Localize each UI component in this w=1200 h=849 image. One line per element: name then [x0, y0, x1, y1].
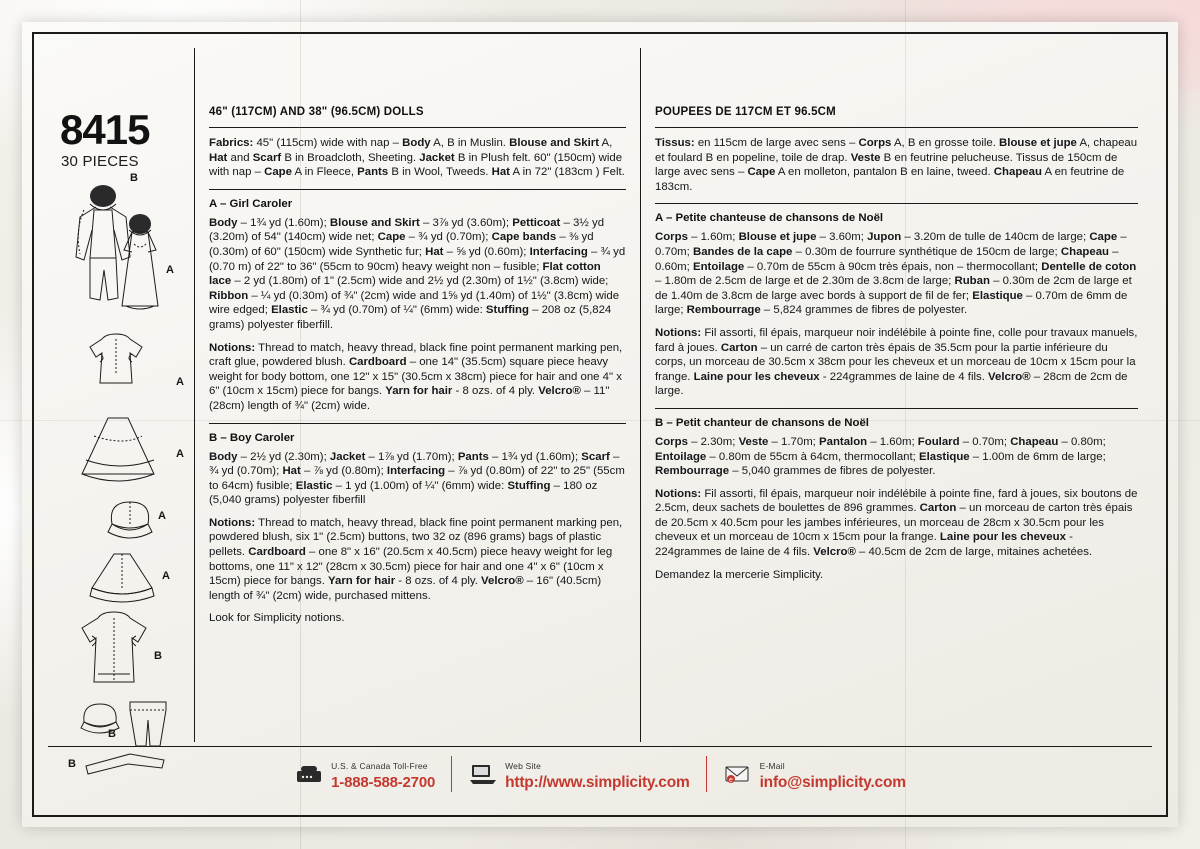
illustration-jacket-b	[82, 612, 146, 682]
footer-email-link[interactable]: info@simplicity.com	[759, 774, 906, 791]
svg-text:e: e	[728, 777, 733, 784]
french-closing: Demandez la mercerie Simplicity.	[655, 568, 824, 581]
french-section-a-body: Corps – 1.60m; Blouse et jupe – 3.60m; Jupon – 3.20m de tulle de 140cm de large; Cape – 0.70m; Bandes de la cape – 0.30m de fourrure synthétique de 150cm de large; Chapeau – 0.60m; Entoilage – 0.70m de 55cm à 90cm très épais, non – thermocollant; Dentelle de coton – 1.80m de 2.5cm de large et de 2.30m de 3.8cm de large; Ruban – 0.30m de 2cm de large et de 1.40m de 3.8cm de large avec bords à support de fil de fer; Elastique – 0.70m de 6mm de large; Rembourrage – 5,824 grammes de fibres de polyester.	[655, 231, 1137, 317]
illus-label-6: B	[154, 649, 162, 662]
footer-phone-label: U.S. & Canada Toll-Free	[331, 760, 428, 771]
footer-email	[706, 756, 922, 793]
english-section-b-title: B – Boy Caroler	[209, 431, 295, 444]
garment-illustrations	[58, 171, 190, 780]
divider-fr-3	[655, 408, 1138, 409]
divider-fr-1	[655, 127, 1138, 128]
french-notions-b: Notions: Fil assorti, fil épais, marqueur noir indélébile à pointe fine, fard à joues, six boutons de 2.5cm, deux sachets de boulettes de 896 grammes. Carton – un morceau de carton très épais de 20.5cm x 40.5cm pour les jambes inférieures, un morceau de 28cm x 30.5cm pour les cheveux et un morceau de 10cm x 15cm pour la frange. Laine pour les cheveux - 224grammes de laine de 4 fils. Velcro® – 40.5cm de 2cm de large, mitaines achetées.	[655, 487, 1138, 559]
illustration-pants-b	[130, 702, 166, 746]
english-closing: Look for Simplicity notions.	[209, 612, 345, 625]
english-section-b-body: Body – 2½ yd (2.30m); Jacket – 1⅞ yd (1.70m); Pants – 1¾ yd (1.60m); Scarf – ¾ yd (0.70m); Hat – ⅞ yd (0.80m); Interfacing – ⅞ yd (0.80m) of 22" to 25" (55cm to 64cm) fusible; Elastic – 1 yd (1.00m) of ¼" (6mm) wide: Stuffing – 180 oz (5,040 grams) polyester fiberfill	[209, 450, 625, 507]
footer-website	[451, 756, 705, 793]
footer-email-label: E-Mail	[759, 760, 785, 771]
french-column	[640, 48, 1152, 742]
divider-en-3	[209, 423, 626, 424]
french-header: POUPEES DE 117CM ET 96.5CM	[655, 106, 836, 118]
pattern-envelope-back	[22, 22, 1178, 827]
illustration-body-b	[76, 185, 130, 300]
piece-count: 30 PIECES	[61, 152, 139, 170]
illustration-hat-a	[108, 502, 152, 538]
french-fabrics: Tissus: en 115cm de large avec sens – Corps A, B en grosse toile. Blouse et jupe A, chapeau et foulard B en popeline, toile de drap. Veste B en feutrine pelucheuse. Tissus de 150cm de large avec sens – Cape A en molleton, pantalon B en laine, tweed. Chapeau A en feutrine de 183cm.	[655, 137, 1138, 193]
french-section-b-title: B – Petit chanteur de chansons de Noël	[655, 416, 869, 429]
illus-label-8: B	[68, 757, 76, 770]
content-frame	[32, 32, 1168, 817]
english-fabrics: Fabrics: 45" (115cm) wide with nap – Body A, B in Muslin. Blouse and Skirt A, Hat and Scarf B in Broadcloth, Sheeting. Jacket B in Plush felt. 60" (150cm) wide with nap – Cape A in Fleece, Pants B in Wool, Tweeds. Hat A in 72" (183cm ) Felt.	[209, 137, 625, 179]
illustration-skirt-a	[82, 418, 154, 481]
french-section-b-body: Corps – 2.30m; Veste – 1.70m; Pantalon – 1.60m; Foulard – 0.70m; Chapeau – 0.80m; Entoilage – 0.80m de 55cm à 64cm, thermocollant; Elastique – 1.00m de 6mm de large; Rembourrage – 5,040 grammes de fibres de polyester.	[655, 435, 1106, 478]
footer-website-link[interactable]: http://www.simplicity.com	[505, 774, 690, 791]
pattern-number: 8415	[60, 106, 150, 153]
illustration-blouse-a	[90, 334, 142, 383]
illustration-cape-a	[90, 554, 154, 602]
illus-label-4: A	[158, 509, 166, 522]
footer-phone-value: 1-888-588-2700	[331, 774, 436, 791]
english-notions-a: Notions: Thread to match, heavy thread, black fine point permanent marking pen, craft glue, powdered blush. Cardboard – one 14" (35.5cm) square piece heavy weight for body bottom, one 12" x 15" (30.5cm x 38cm) piece for hair and one 4" x 6" (10cm x 15cm) piece for bangs. Yarn for hair - 8 ozs. of 4 ply. Velcro® – 11" (28cm) length of ¾" (2cm) wide.	[209, 341, 623, 412]
english-column	[194, 48, 640, 742]
divider-en-2	[209, 189, 626, 190]
envelope-icon	[723, 762, 753, 786]
illus-label-7: B	[108, 727, 116, 740]
english-notions-b: Notions: Thread to match, heavy thread, black fine point permanent marking pen, powdered blush, six 1" (2.5cm) buttons, two 32 oz (896 grams) bags of plastic pellets. Cardboard – one 8" x 16" (20.5cm x 40.5cm) piece heavy weight for leg bottoms, one 11" x 12" (28cm x 30.5cm) piece for hair and one 4" x 6" (10cm x 15cm) piece for bangs. Yarn for hair - 8 ozs. of 4 ply. Velcro® – 16" (40.5cm) length of ¾" (2cm) wide, purchased mittens.	[209, 516, 623, 602]
footer-phone	[278, 756, 451, 793]
illus-label-5: A	[162, 569, 170, 582]
french-section-a-title: A – Petite chanteuse de chansons de Noël	[655, 212, 884, 225]
french-notions-a: Notions: Fil assorti, fil épais, marqueur noir indélébile à pointe fine, colle pour travaux manuels, fard à joues. Carton – un carré de carton très épais de 35.5cm pour la partie inférieure du corps, un morceau de 30.5cm x 38cm pour les cheveux et un morceau de 10cm x 15cm pour la frange. Laine pour les cheveux - 224grammes de laine de 4 fils. Velcro® – 28cm de 2cm de large.	[655, 326, 1138, 398]
footer-website-label: Web Site	[505, 760, 542, 771]
illus-label-0: B	[130, 171, 138, 184]
english-section-a-title: A – Girl Caroler	[209, 197, 293, 210]
contact-footer	[48, 746, 1152, 801]
illus-label-3: A	[176, 447, 184, 460]
illus-label-2: A	[176, 375, 184, 388]
illus-label-1: A	[166, 263, 174, 276]
divider-en-1	[209, 127, 626, 128]
english-section-a-body: Body – 1¾ yd (1.60m); Blouse and Skirt – 3⅞ yd (3.60m); Petticoat – 3½ yd (3.20m) of 54" (140cm) wide net; Cape – ¾ yd (0.70m); Cape bands – ⅜ yd (0.30m) of 60" (150cm) wide Synthetic fur; Hat – ⅝ yd (0.60m); Interfacing – ¾ yd (0.70 m) of 22" to 36" (55cm to 90cm) heavy weight non – fusible; Flat cotton lace – 2 yd (1.80m) of 1" (2.5cm) wide and 2½ yd (2.30m) of 1½" (3.8cm) wide; Ribbon – ¼ yd (0.30m) of ¾" (2cm) wide and 1⅝ yd (1.40m) of 1½" (3.8cm) wide wire edged; Elastic – ¾ yd (0.70m) of ¼" (6mm) wide: Stuffing – 208 oz (5,824 grams) polyester fiberfill.	[209, 216, 626, 331]
english-header: 46" (117CM) AND 38" (96.5CM) DOLLS	[209, 106, 424, 118]
pattern-identity-column	[48, 48, 194, 770]
computer-icon	[468, 762, 498, 786]
telephone-icon	[294, 762, 324, 786]
illustration-scarf-b	[86, 754, 164, 774]
divider-fr-2	[655, 203, 1138, 204]
